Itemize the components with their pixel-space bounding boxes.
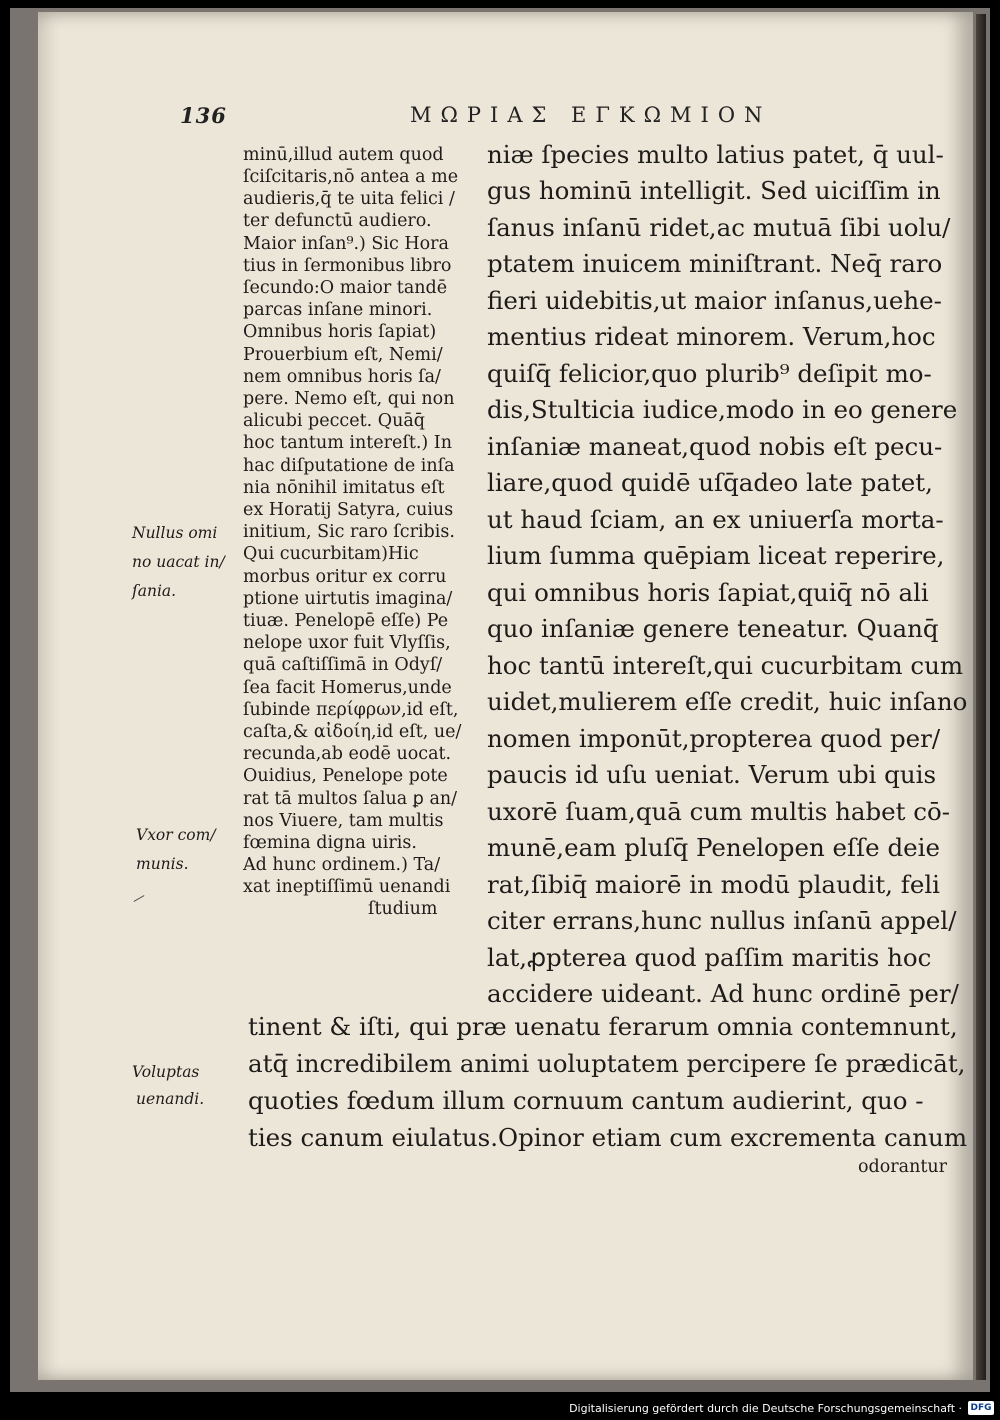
wide-line: atq̄ incredibilem animi uoluptatem percipere ſe prædicāt, bbox=[248, 1049, 966, 1078]
commentary-line: hoc tantum intereſt.) In bbox=[243, 433, 452, 453]
commentary-line: Qui cucurbitam)Hic bbox=[243, 544, 419, 564]
commentary-line: ptione uirtutis imagina/ bbox=[243, 589, 453, 609]
main-line: niæ ſpecies multo latius patet, q̄ uul- bbox=[487, 140, 944, 169]
commentary-line: nelope uxor fuit Vlyſſis, bbox=[243, 633, 451, 653]
marginal-note-line: no uacat in/ bbox=[132, 553, 225, 571]
main-line: gus hominū intelligit. Sed uiciſſim in bbox=[487, 176, 941, 205]
marginal-note-line: Voluptas bbox=[132, 1063, 200, 1081]
commentary-line: ſea facit Homerus,unde bbox=[243, 678, 452, 698]
commentary-line: nem omnibus horis ſa/ bbox=[243, 367, 441, 387]
commentary-line: ſubinde περίφρων,id eſt, bbox=[243, 700, 459, 720]
running-title: ΜΩΡΙΑΣ ΕΓΚΩΜΙΟΝ bbox=[410, 103, 772, 127]
main-line: munē,eam pluſq̄ Penelopen eſſe deie bbox=[487, 833, 940, 862]
commentary-line: rat tā multos ſalua ꝑ an/ bbox=[243, 789, 458, 809]
marginal-note-line: munis. bbox=[136, 855, 189, 873]
funding-credit: Digitalisierung gefördert durch die Deutsche Forschungsgemeinschaft · bbox=[569, 1402, 962, 1415]
commentary-line: ter defunctū audiero. bbox=[243, 211, 432, 231]
main-line: liare,quod quidē uſq̄adeo late patet, bbox=[487, 468, 933, 497]
commentary-line: ſciſcitaris,nō antea a me bbox=[243, 167, 459, 187]
commentary-line: nia nōnihil imitatus eſt bbox=[243, 478, 445, 498]
main-line: uxorē ſuam,quā cum multis habet cō- bbox=[487, 797, 951, 826]
wide-line: ties canum eiulatus.Opinor etiam cum excrementa canum bbox=[248, 1123, 968, 1152]
commentary-line: morbus oritur ex corru bbox=[243, 567, 447, 587]
main-line: fieri uidebitis,ut maior inſanus,uehe- bbox=[487, 286, 942, 315]
main-line: ut haud ſciam, an ex uniuerſa morta- bbox=[487, 505, 944, 534]
commentary-line: minū,illud autem quod bbox=[243, 145, 444, 165]
wide-line: tinent & iſti, qui præ uenatu ferarum omnia contemnunt, bbox=[248, 1012, 958, 1041]
main-line: ptatem inuicem miniſtrant. Neq̄ raro bbox=[487, 249, 943, 278]
commentary-line: alicubi peccet. Quāq̄ bbox=[243, 411, 425, 431]
commentary-line: ſecundo:O maior tandē bbox=[243, 278, 448, 298]
commentary-line: Ad hunc ordinem.) Ta/ bbox=[243, 855, 441, 875]
page-edge bbox=[976, 14, 986, 1380]
main-line: rat,ſibiq̄ maiorē in modū plaudit, feli bbox=[487, 870, 940, 899]
commentary-line: hac diſputatione de inſa bbox=[243, 456, 455, 476]
main-line: accidere uideant. Ad hunc ordinē per/ bbox=[487, 979, 959, 1008]
commentary-line: xat ineptiſſimū uenandi bbox=[243, 877, 451, 897]
main-line: hoc tantū intereſt,qui cucurbitam cum bbox=[487, 651, 964, 680]
commentary-line: Ouidius, Penelope pote bbox=[243, 766, 448, 786]
commentary-line: Omnibus horis ſapiat) bbox=[243, 322, 437, 342]
commentary-line: Prouerbium eſt, Nemi/ bbox=[243, 345, 443, 365]
commentary-line: caſta,& αἰδοίη,id eſt, ue/ bbox=[243, 722, 462, 742]
commentary-line: tiuæ. Penelopē eſſe) Pe bbox=[243, 611, 449, 631]
main-line: nomen imponūt,propterea quod per/ bbox=[487, 724, 941, 753]
commentary-line: Maior inſan⁹.) Sic Hora bbox=[243, 234, 449, 254]
marginal-note-line: Vxor com/ bbox=[136, 826, 216, 844]
main-line: ſanus inſanū ridet,ac mutuā ſibi uolu/ bbox=[487, 213, 951, 242]
commentary-line: pere. Nemo eſt, qui non bbox=[243, 389, 455, 409]
page-number: 136 bbox=[180, 103, 227, 128]
main-line: mentius rideat minorem. Verum,hoc bbox=[487, 322, 936, 351]
main-line: quiſq̄ felicior,quo plurib⁹ deſipit mo- bbox=[487, 359, 932, 388]
commentary-line: initium, Sic raro ſcribis. bbox=[243, 522, 455, 542]
commentary-line: audieris,q̄ te uita felici / bbox=[243, 189, 455, 209]
commentary-line: recunda,ab eodē uocat. bbox=[243, 744, 452, 764]
marginal-note-line: uenandi. bbox=[136, 1090, 205, 1108]
dfg-logo: DFG bbox=[968, 1401, 994, 1415]
main-line: citer errans,hunc nullus inſanū appel/ bbox=[487, 906, 957, 935]
main-line: lat,ꝓpterea quod paſſim maritis hoc bbox=[487, 943, 932, 972]
main-line: inſaniæ maneat,quod nobis eſt pecu- bbox=[487, 432, 943, 461]
main-line: paucis id uſu ueniat. Verum ubi quis bbox=[487, 760, 937, 789]
main-line: lium ſumma quēpiam liceat reperire, bbox=[487, 541, 945, 570]
commentary-line: ſtudium bbox=[368, 899, 438, 919]
marginal-note-line: ſania. bbox=[132, 582, 177, 600]
footer-bar bbox=[0, 1398, 1000, 1420]
marginal-note-line: Nullus omi bbox=[132, 524, 218, 542]
main-line: dis,Stulticia iudice,modo in eo genere bbox=[487, 395, 958, 424]
catchword: odorantur bbox=[858, 1157, 948, 1177]
commentary-line: fœmina digna uiris. bbox=[243, 833, 417, 853]
main-line: qui omnibus horis ſapiat,quiq̄ nō ali bbox=[487, 578, 929, 607]
commentary-line: ex Horatij Satyra, cuius bbox=[243, 500, 454, 520]
commentary-line: nos Viuere, tam multis bbox=[243, 811, 444, 831]
commentary-line: quā caſtiſſimā in Odyſ/ bbox=[243, 655, 443, 675]
commentary-line: tius in ſermonibus libro bbox=[243, 256, 452, 276]
wide-line: quoties fœdum illum cornuum cantum audierint, quo - bbox=[248, 1086, 924, 1115]
main-line: quo inſaniæ genere teneatur. Quanq̄ bbox=[487, 614, 939, 643]
commentary-line: parcas inſane minori. bbox=[243, 300, 433, 320]
main-line: uidet,mulierem eſſe credit, huic inſano bbox=[487, 687, 968, 716]
